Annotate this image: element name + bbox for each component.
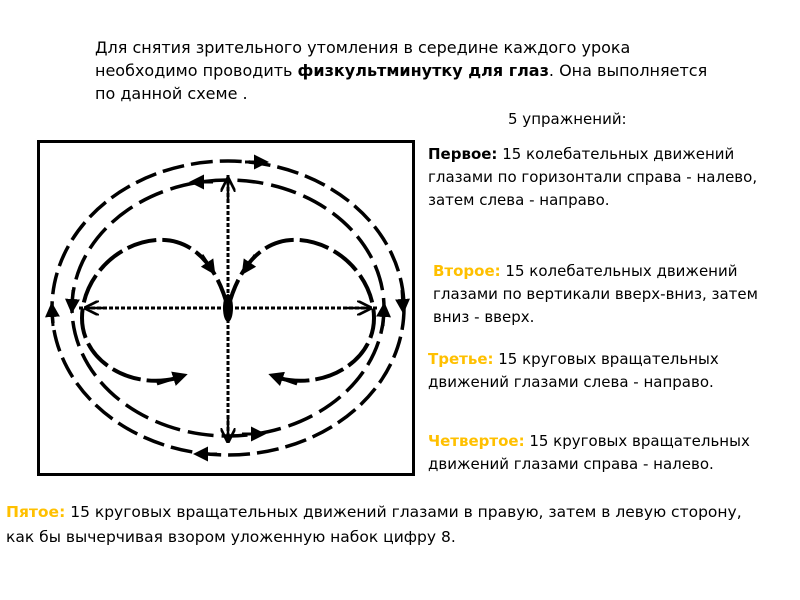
- exercise-5-label: Пятое:: [6, 503, 66, 521]
- exercise-1: [428, 143, 758, 212]
- exercise-2-label: Второе:: [433, 262, 501, 280]
- exercise-3-text: 15 круговых вращательных движений глазами слева - направо.: [428, 350, 719, 391]
- arrow-outer-right: [402, 290, 403, 308]
- exercise-5: [6, 500, 766, 550]
- intro-text-part2: . Она выполняется по данной схеме .: [95, 61, 708, 103]
- intro-bold-term: физкультминутку для глаз: [297, 61, 549, 80]
- exercise-2-text: 15 колебательных движений глазами по вертикали вверх-вниз, затем вниз - вверх.: [433, 262, 758, 326]
- exercise-4-text: 15 круговых вращательных движений глазами справа - налево.: [428, 432, 750, 473]
- arrow-inner-right: [383, 308, 384, 326]
- exercise-2: [433, 260, 783, 329]
- arrow-inner-left: [72, 290, 73, 308]
- exercise-3-label: Третье:: [428, 350, 494, 368]
- arrow-right-circle-top: [245, 255, 255, 270]
- exercise-4: [428, 430, 798, 476]
- arrow-left-circle-top: [202, 255, 212, 270]
- exercise-1-text: 15 колебательных движений глазами по горизонтали справа - налево, затем слева - направо.: [428, 145, 758, 209]
- exercise-1-label: Первое:: [428, 145, 498, 163]
- eye-exercise-diagram: [37, 140, 415, 476]
- intro-paragraph: [95, 36, 715, 105]
- center-node: [223, 294, 233, 322]
- exercise-4-label: Четвертое:: [428, 432, 525, 450]
- exercise-count-label: 5 упражнений:: [508, 110, 627, 128]
- intro-text-part1: Для снятия зрительного утомления в середине каждого урока необходимо проводить: [95, 38, 631, 80]
- arrow-outer-left: [52, 308, 53, 326]
- exercise-3: [428, 348, 778, 394]
- exercise-5-text: 15 круговых вращательных движений глазами в правую, затем в левую сторону, как бы вычерчивая взором уложенную набок цифру 8.: [6, 503, 742, 546]
